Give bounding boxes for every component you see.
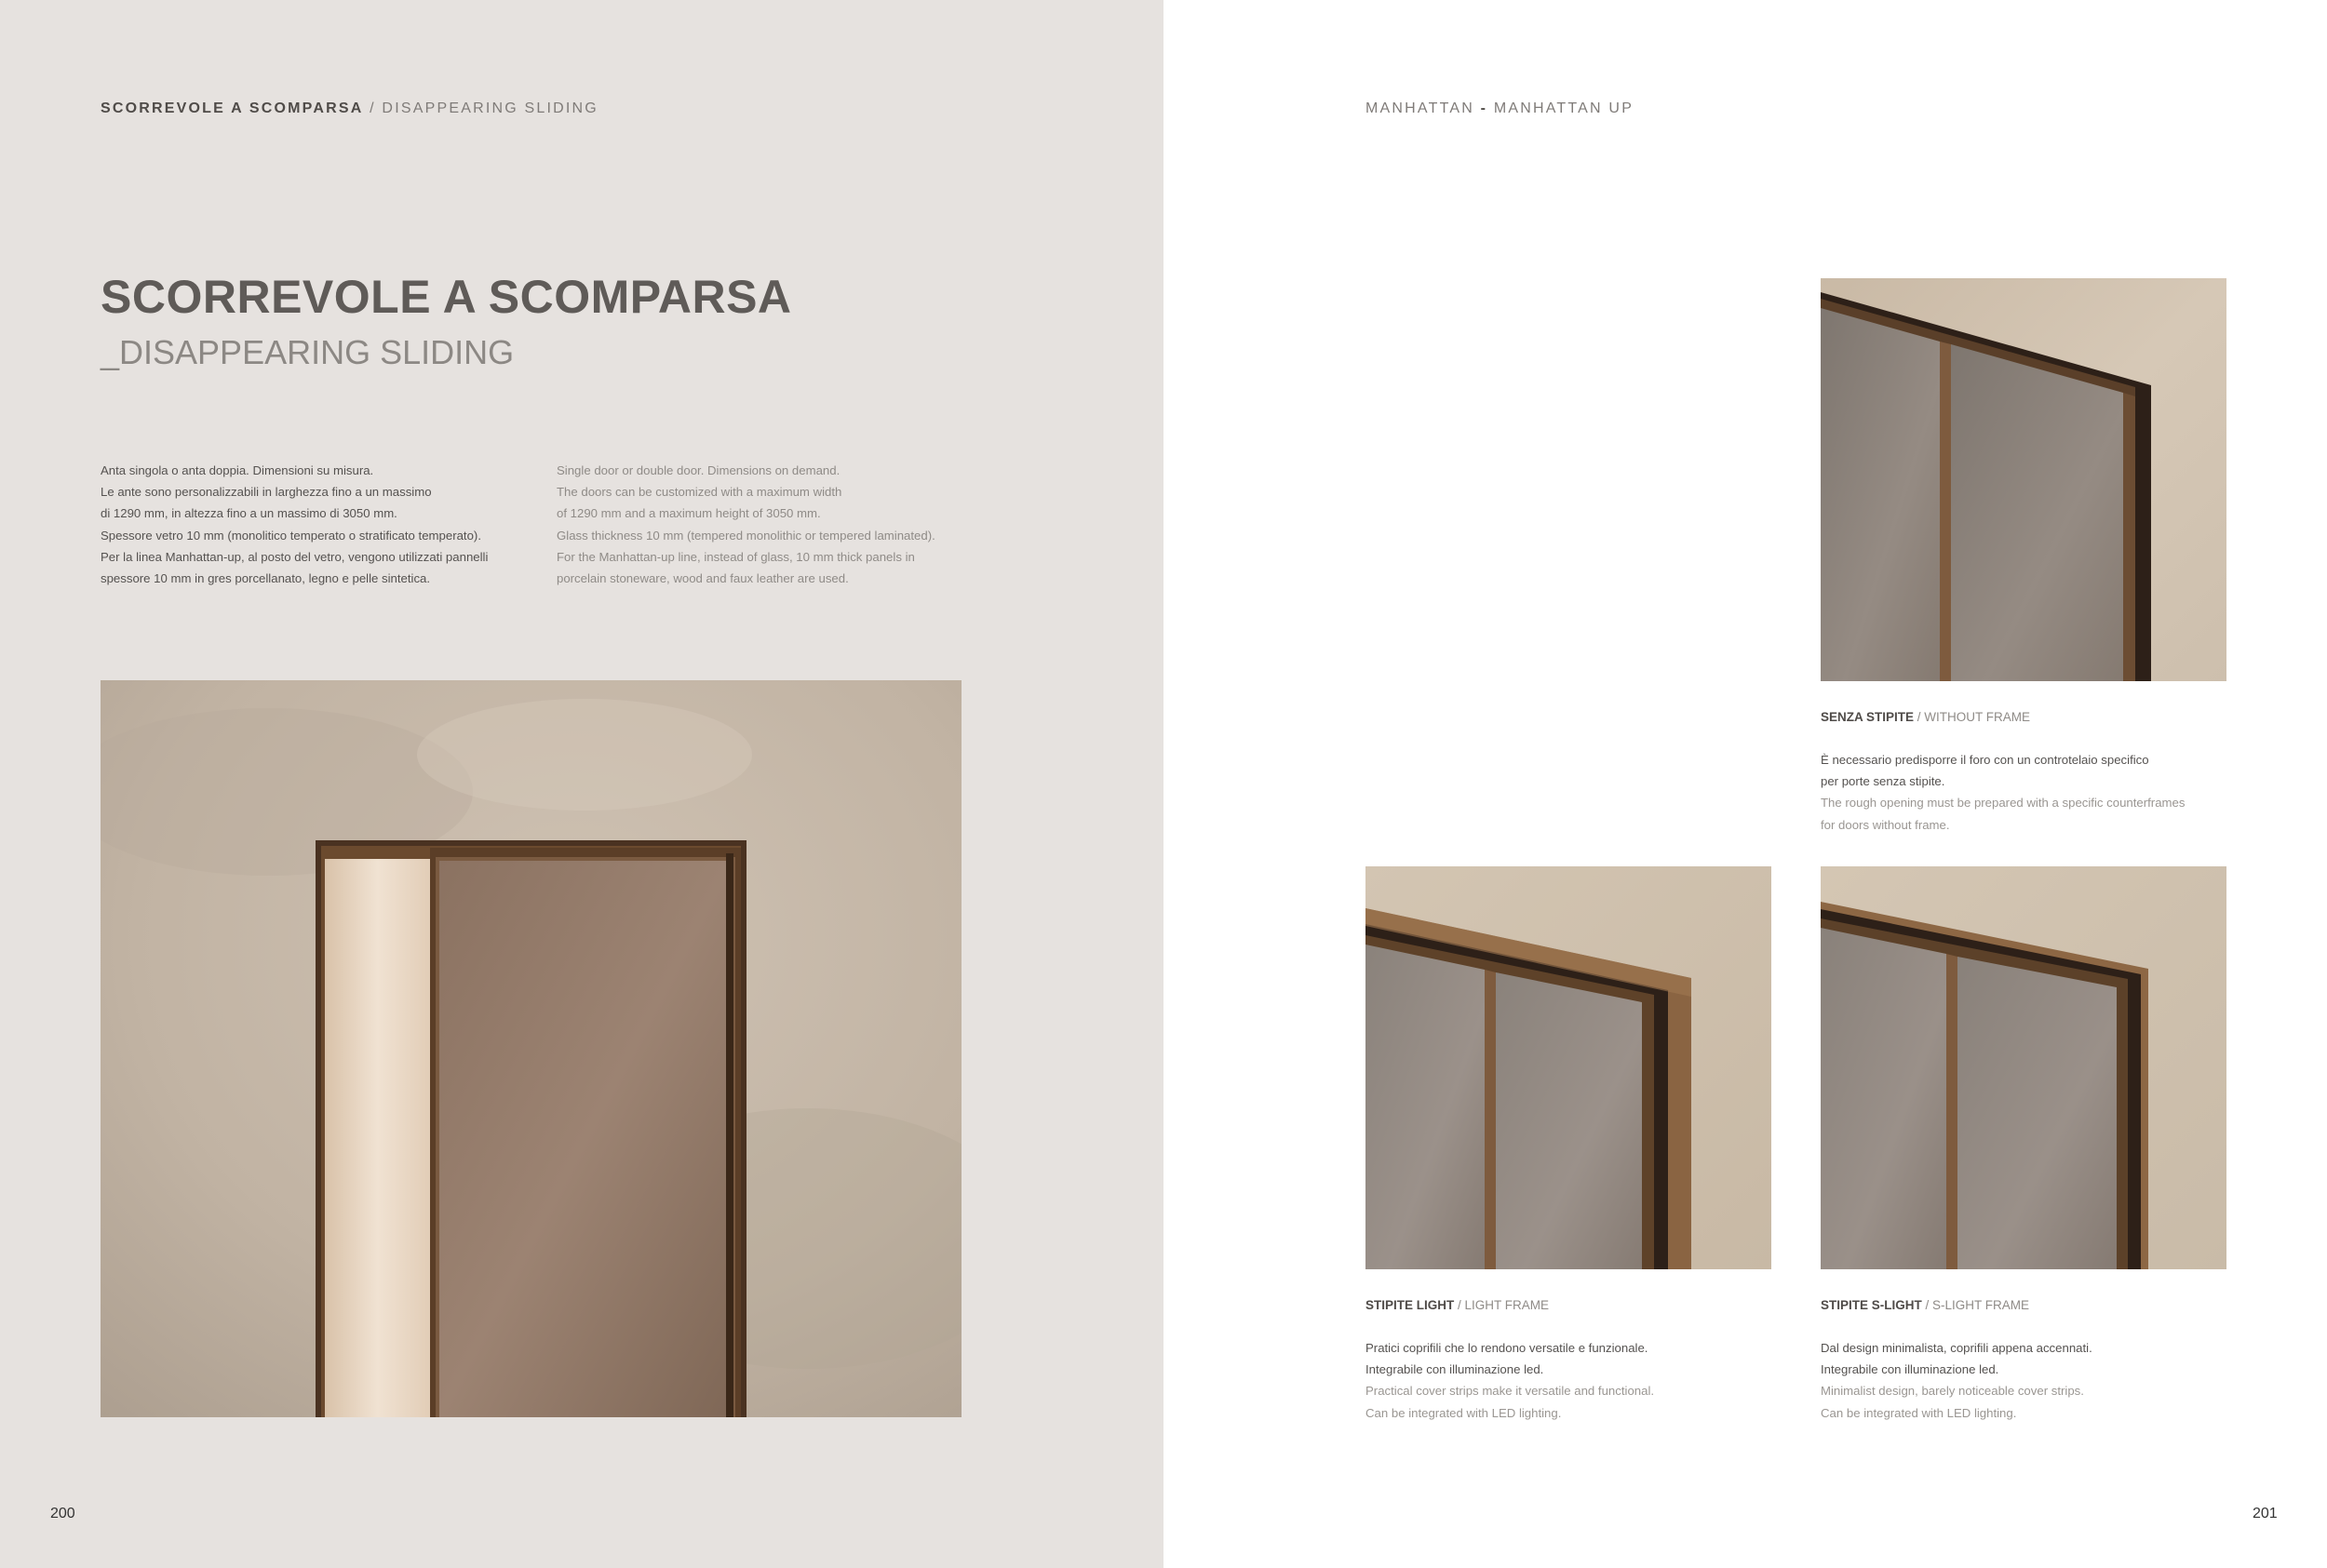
text-line: For the Manhattan-up line, instead of glass, 10 mm thick panels in (557, 549, 915, 564)
text-line: Practical cover strips make it versatile and functional. (1365, 1384, 1655, 1399)
photo-s-light-frame (1821, 866, 2226, 1269)
text-line: Integrabile con illuminazione led. (1821, 1362, 1999, 1377)
text-line: Le ante sono personalizzabili in larghezza fino a un massimo (101, 485, 432, 500)
caption-subtitle: / S-LIGHT FRAME (1921, 1298, 2030, 1312)
page-subtitle: _DISAPPEARING SLIDING (101, 333, 515, 371)
photo-light-frame (1365, 866, 1771, 1269)
text-line: Anta singola o anta doppia. Dimensioni su misura. (101, 463, 374, 477)
text-line: The rough opening must be prepared with a specific counterframes (1821, 796, 2186, 811)
text-line: porcelain stoneware, wood and faux leather are used. (557, 571, 849, 586)
caption-title: SENZA STIPITE (1821, 710, 1915, 724)
text-line: Spessore vetro 10 mm (monolitico temperato o stratificato temperato). (101, 528, 481, 543)
running-head-strong: SCORREVOLE A SCOMPARSA (101, 101, 364, 116)
main-door-photo (101, 680, 962, 1417)
text-line: per porte senza stipite. (1821, 774, 1945, 789)
page-number-left: 200 (50, 1506, 75, 1521)
running-head-right (1365, 101, 1634, 117)
text-line: Single door or double door. Dimensions on demand. (557, 463, 841, 477)
intro-text-english (557, 460, 935, 589)
desc-light-frame (1365, 1337, 1654, 1424)
page-number-right: 201 (2253, 1506, 2278, 1521)
text-line: Minimalist design, barely noticeable cover strips. (1821, 1384, 2084, 1399)
intro-text-italian (101, 460, 488, 589)
text-line: for doors without frame. (1821, 817, 1950, 832)
text-line: Pratici coprifili che lo rendono versatile e funzionale. (1365, 1341, 1648, 1355)
page-title: SCORREVOLE A SCOMPARSA (101, 271, 792, 323)
text-line: Per la linea Manhattan-up, al posto del vetro, vengono utilizzati pannelli (101, 549, 489, 564)
right-page (1164, 0, 2327, 1568)
photo-without-frame (1821, 278, 2226, 681)
caption-title: STIPITE S-LIGHT (1821, 1298, 1922, 1312)
text-line: È necessario predisporre il foro con un controtelaio specifico (1821, 753, 2149, 767)
text-line: Can be integrated with LED lighting. (1365, 1405, 1562, 1420)
desc-without-frame (1821, 749, 2185, 836)
text-line: Can be integrated with LED lighting. (1821, 1405, 2017, 1420)
running-head-left (101, 101, 599, 117)
text-line: The doors can be customized with a maximum width (557, 485, 842, 500)
caption-title: STIPITE LIGHT (1365, 1298, 1455, 1312)
caption-subtitle: / WITHOUT FRAME (1914, 710, 2031, 724)
running-head-a: MANHATTAN (1365, 101, 1474, 116)
running-head-b: MANHATTAN UP (1493, 101, 1634, 116)
text-line: of 1290 mm and a maximum height of 3050 mm. (557, 506, 821, 521)
caption-s-light-frame (1821, 1298, 2029, 1312)
running-head-rest: / DISAPPEARING SLIDING (363, 101, 599, 116)
text-line: di 1290 mm, in altezza fino a un massimo di 3050 mm. (101, 506, 397, 521)
caption-subtitle: / LIGHT FRAME (1454, 1298, 1550, 1312)
text-line: spessore 10 mm in gres porcellanato, legno e pelle sintetica. (101, 571, 431, 586)
text-line: Glass thickness 10 mm (tempered monolithic or tempered laminated). (557, 528, 935, 543)
caption-without-frame (1821, 710, 2030, 724)
desc-s-light-frame (1821, 1337, 2092, 1424)
caption-light-frame (1365, 1298, 1549, 1312)
text-line: Dal design minimalista, coprifili appena accennati. (1821, 1341, 2092, 1355)
text-line: Integrabile con illuminazione led. (1365, 1362, 1544, 1377)
running-head-sep: - (1473, 101, 1494, 116)
